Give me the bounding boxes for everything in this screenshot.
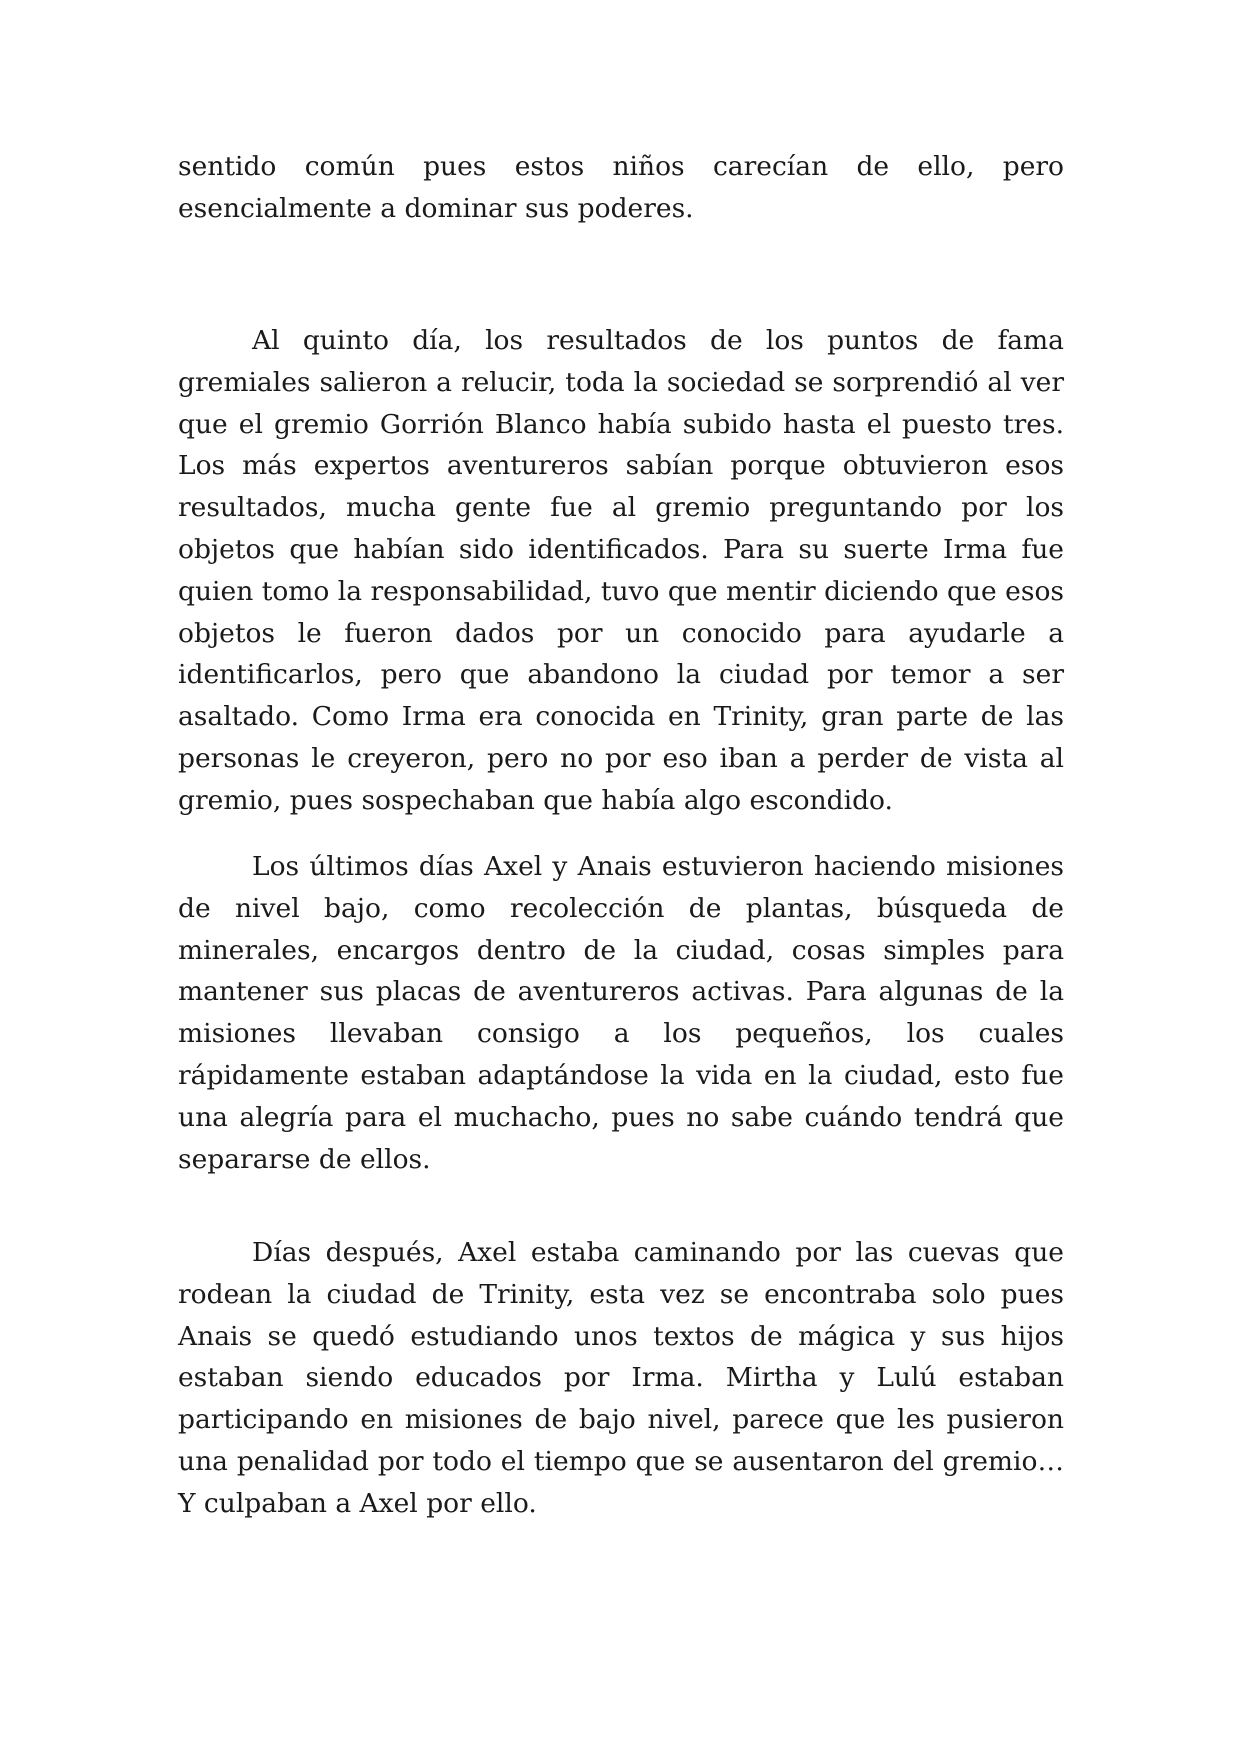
paragraph-fifth-day: Al quinto día, los resultados de los puntos de fama gremiales salieron a relucir, toda la sociedad se sorprendió al ver que el gremio Gorrión Blanco había subido hasta el puesto tres. Los más expertos aventureros sabían porque obtuvieron esos resultados, mucha gente fue al gremio preguntando por los objetos que habían sido identificados. Para su suerte Irma fue quien tomo la responsabilidad, tuvo que mentir diciendo que esos objetos le fueron dados por un conocido para ayudarle a identificarlos, pero que abandono la ciudad por temor a ser asaltado. Como Irma era conocida en Trinity, gran parte de las personas le creyeron, pero no por eso iban a perder de vista al gremio, pues sospechaban que había algo escondido.: [178, 325, 1064, 816]
paragraph-days-later: Días después, Axel estaba caminando por las cuevas que rodean la ciudad de Trinity, esta vez se encontraba solo pues Anais se quedó estudiando unos textos de mágica y sus hijos estaban siendo educados por Irma. Mirtha y Lulú estaban participando en misiones de bajo nivel, parece que les pusieron una penalidad por todo el tiempo que se ausentaron del gremio… Y culpaban a Axel por ello.: [178, 1237, 1064, 1519]
paragraph-last-days: Los últimos días Axel y Anais estuvieron haciendo misiones de nivel bajo, como recolección de plantas, búsqueda de minerales, encargos dentro de la ciudad, cosas simples para mantener sus placas de aventureros activas. Para algunas de la misiones llevaban consigo a los pequeños, los cuales rápidamente estaban adaptándose la vida en la ciudad, esto fue una alegría para el muchacho, pues no sabe cuándo tendrá que separarse de ellos.: [178, 851, 1064, 1175]
paragraph-continuation: sentido común pues estos niños carecían de ello, pero esencialmente a dominar sus poderes.: [178, 151, 1064, 224]
